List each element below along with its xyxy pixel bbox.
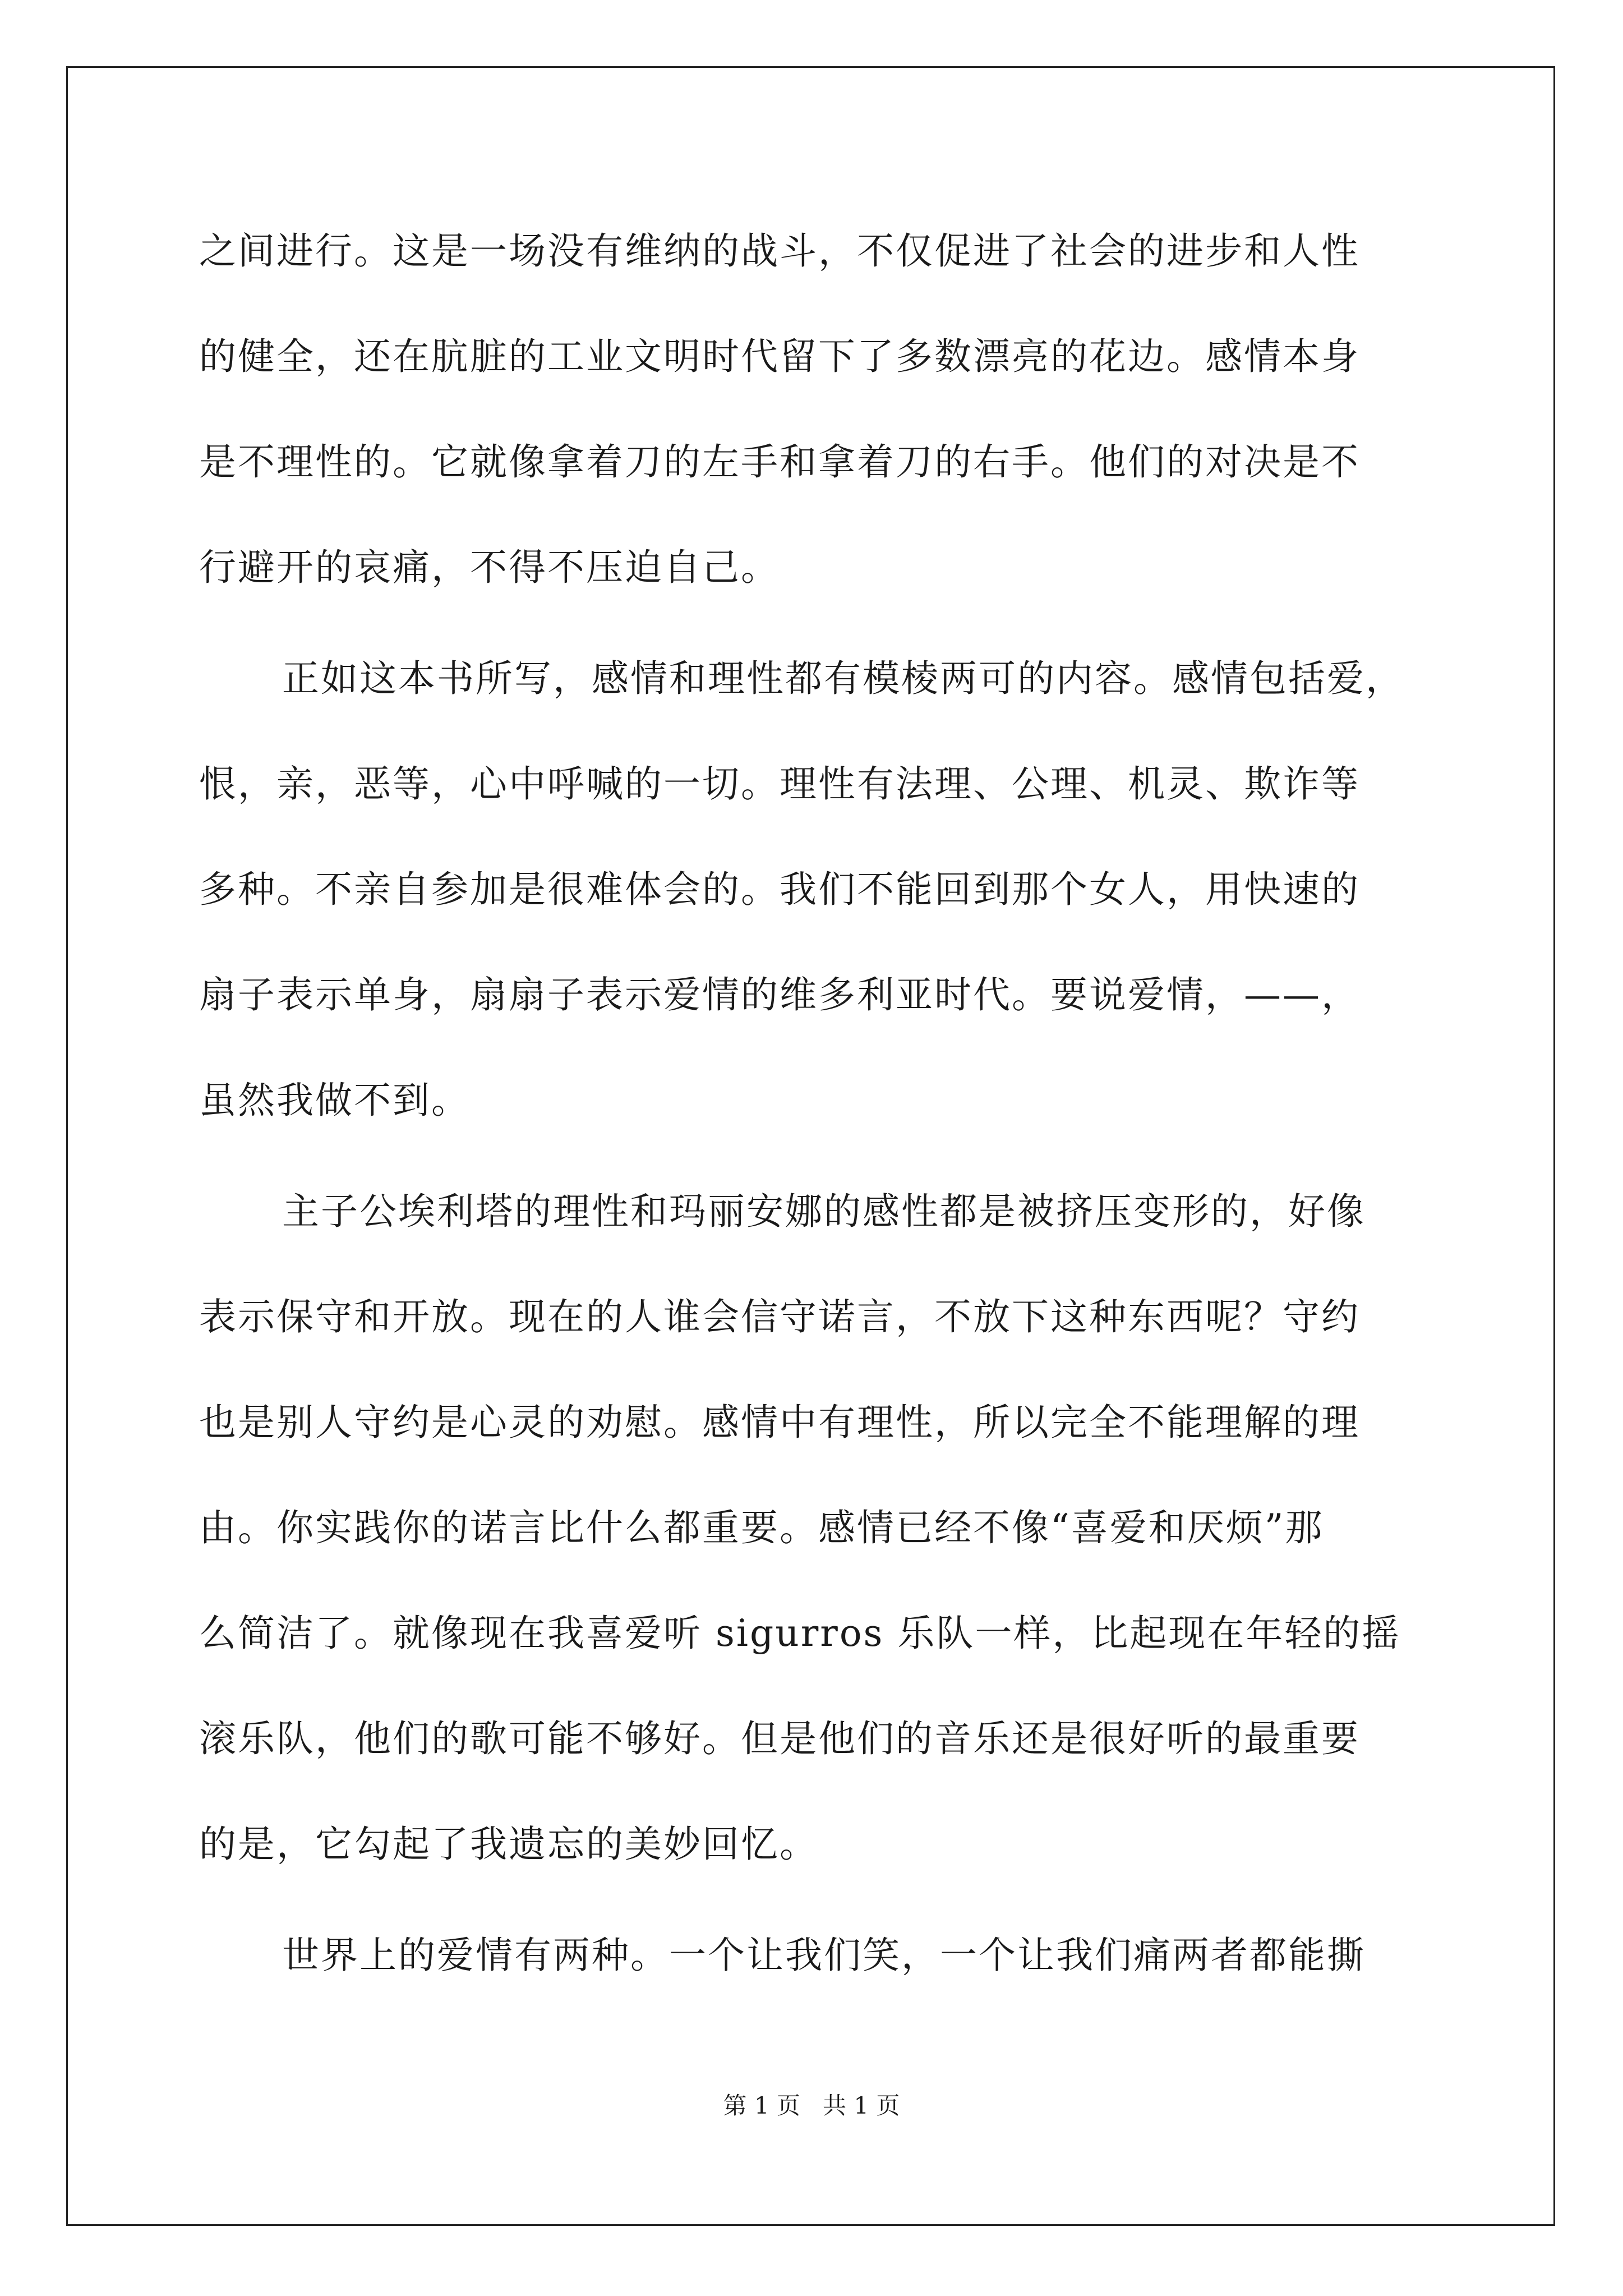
paragraph-start-line: 主子公埃利塔的理性和玛丽安娜的感性都是被挤压变形的，好像 bbox=[282, 1190, 1366, 1233]
paragraph-start-line: 世界上的爱情有两种。一个让我们笑，一个让我们痛两者都能撕 bbox=[282, 1934, 1366, 1977]
text-line: 多种。不亲自参加是很难体会的。我们不能回到那个女人，用快速的 bbox=[199, 868, 1360, 911]
text-line: 行避开的哀痛，不得不压迫自己。 bbox=[199, 546, 780, 589]
page-number-footer: 第 1 页 共 1 页 bbox=[723, 2092, 900, 2119]
text-line: 恨，亲，恶等，心中呼喊的一切。理性有法理、公理、机灵、欺诈等 bbox=[199, 762, 1360, 806]
paragraph-start-line: 正如这本书所写，感情和理性都有模棱两可的内容。感情包括爱， bbox=[282, 657, 1404, 700]
page-border bbox=[66, 66, 1555, 2226]
text-line: 由。你实践你的诺言比什么都重要。感情已经不像“喜爱和厌烦”那 bbox=[199, 1506, 1324, 1549]
text-line: 滚乐队，他们的歌可能不够好。但是他们的音乐还是很好听的最重要 bbox=[199, 1717, 1360, 1760]
text-line: 也是别人守约是心灵的劝慰。感情中有理性，所以完全不能理解的理 bbox=[199, 1401, 1360, 1444]
text-line: 的是，它勾起了我遗忘的美妙回忆。 bbox=[199, 1823, 818, 1866]
text-line: 么简洁了。就像现在我喜爱听 sigurros 乐队一样，比起现在年轻的摇 bbox=[199, 1612, 1401, 1655]
text-line: 是不理性的。它就像拿着刀的左手和拿着刀的右手。他们的对决是不 bbox=[199, 440, 1360, 484]
text-line: 扇子表示单身，扇扇子表示爱情的维多利亚时代。要说爱情，——， bbox=[199, 973, 1360, 1016]
text-line: 虽然我做不到。 bbox=[199, 1079, 470, 1122]
text-line: 的健全，还在肮脏的工业文明时代留下了多数漂亮的花边。感情本身 bbox=[199, 335, 1360, 378]
text-line: 之间进行。这是一场没有维纳的战斗，不仅促进了社会的进步和人性 bbox=[199, 229, 1360, 273]
text-line: 表示保守和开放。现在的人谁会信守诺言，不放下这种东西呢？守约 bbox=[199, 1295, 1360, 1338]
